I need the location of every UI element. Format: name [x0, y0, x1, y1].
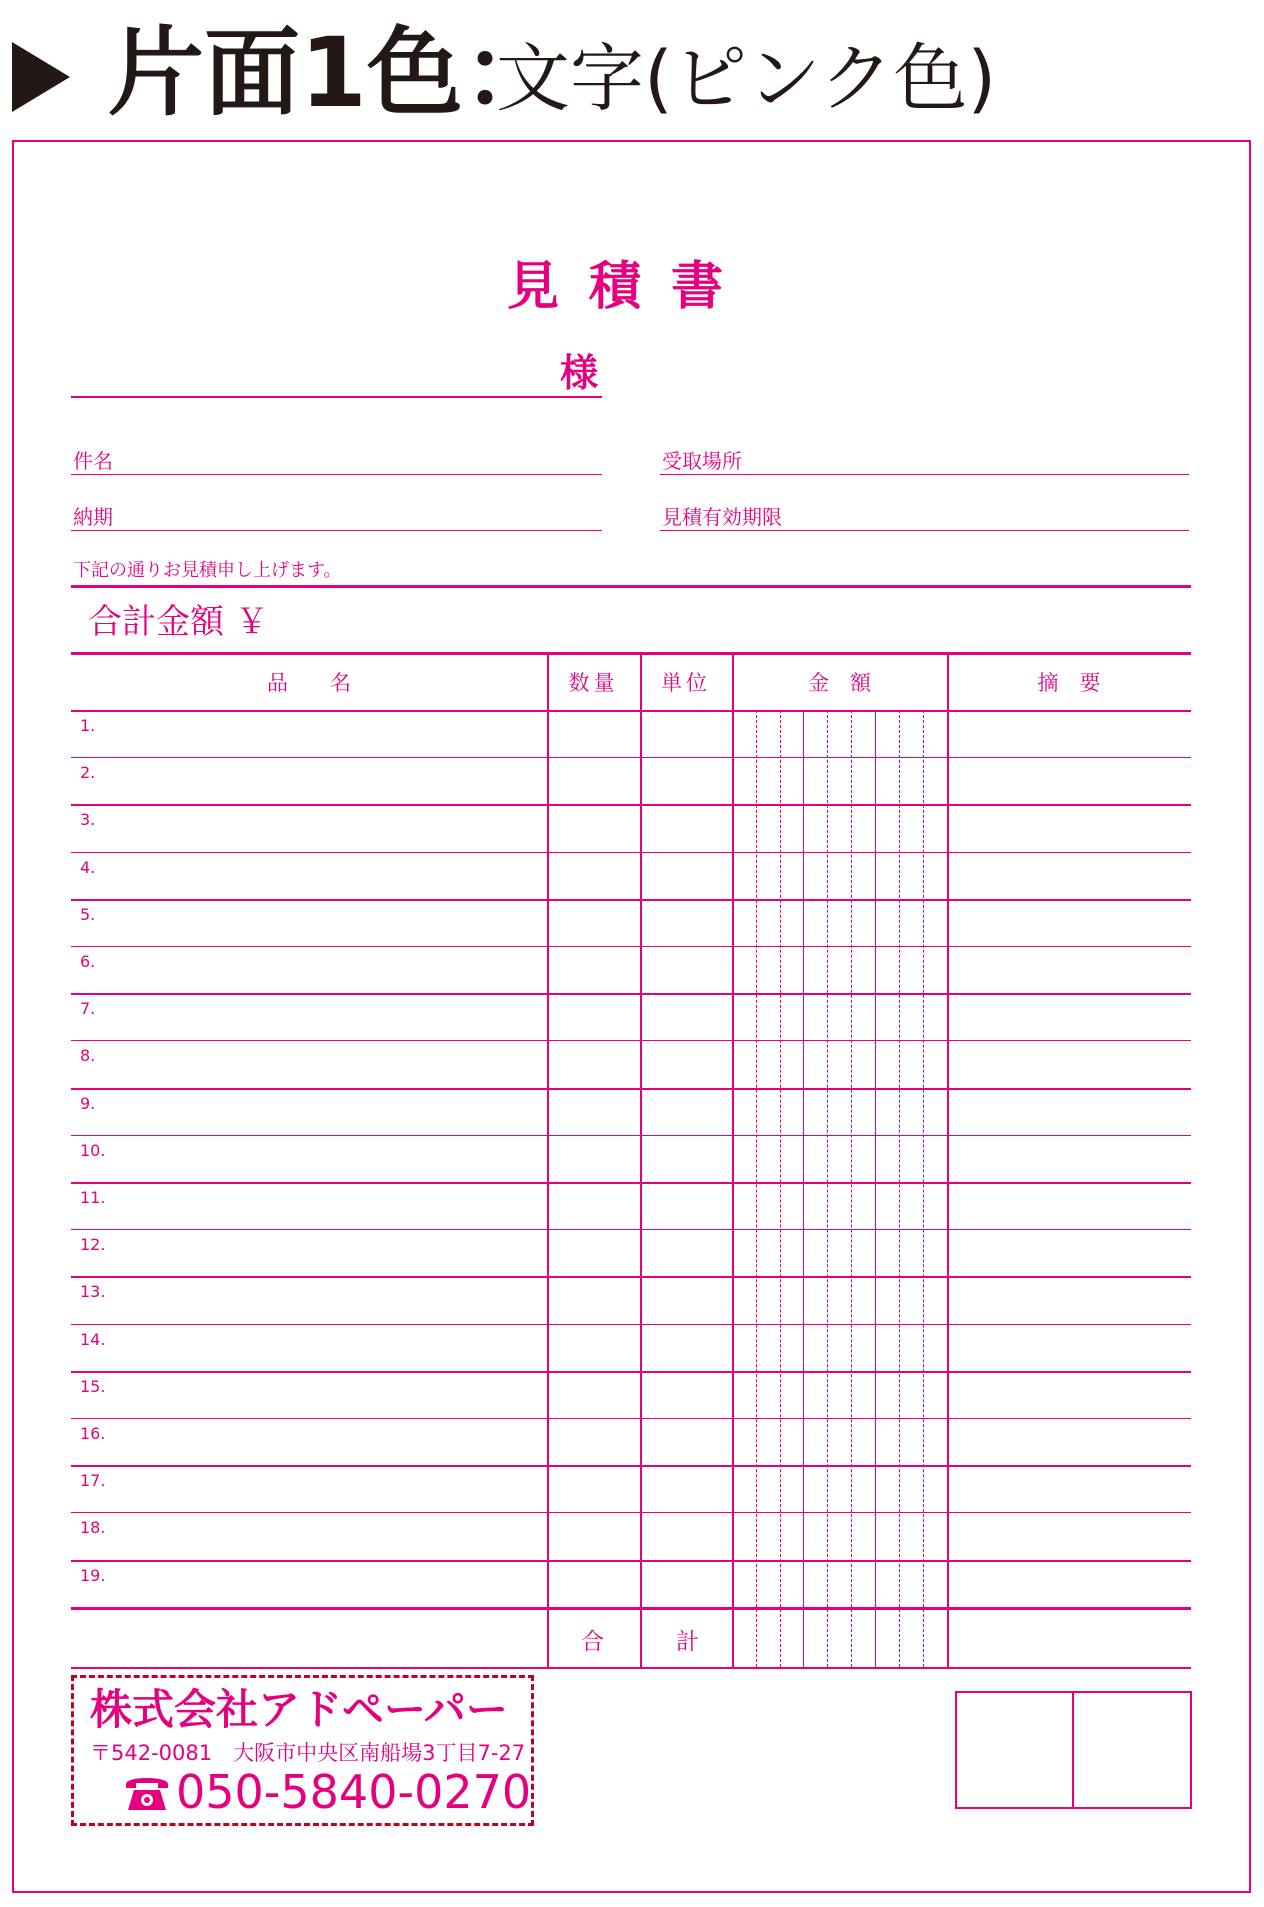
- table-row-line: [71, 1512, 1191, 1513]
- row-number: 1.: [80, 716, 96, 735]
- table-row-line: [71, 946, 1191, 947]
- col-header-item-name: 品 名: [267, 671, 351, 695]
- approval-box-divider: [1072, 1691, 1074, 1809]
- addressee-line[interactable]: [71, 396, 602, 398]
- table-row-line: [71, 804, 1191, 806]
- amount-digit-line: [803, 710, 804, 1667]
- row-number: 5.: [80, 905, 96, 924]
- table-row-line: [71, 1040, 1191, 1041]
- row-number: 17.: [80, 1471, 106, 1490]
- table-row-line: [71, 1182, 1191, 1184]
- amount-digit-line: [756, 710, 757, 1667]
- col-header-unit: 単位: [661, 671, 711, 695]
- amount-digit-line: [899, 710, 900, 1667]
- footer-total-left: 合: [581, 1629, 604, 1655]
- row-number: 19.: [80, 1566, 106, 1585]
- table-top-line: [71, 652, 1191, 655]
- table-body-bottom-line: [71, 1607, 1191, 1610]
- table-row-line: [71, 899, 1191, 901]
- table-row-line: [71, 1229, 1191, 1230]
- col-header-quantity: 数量: [568, 671, 619, 695]
- header-title-sub: 文字(ピンク色): [496, 36, 997, 122]
- table-header-bottom-line: [71, 710, 1191, 712]
- amount-digit-line: [875, 710, 876, 1667]
- table-row-line: [71, 993, 1191, 995]
- estimate-form-frame: [12, 140, 1251, 1893]
- col-header-amount: 金 額: [808, 671, 871, 695]
- table-row-line: [71, 1088, 1191, 1090]
- row-number: 6.: [80, 952, 96, 971]
- row-number: 12.: [80, 1235, 106, 1254]
- validity-line[interactable]: [660, 530, 1189, 531]
- amount-digit-line: [780, 710, 781, 1667]
- row-number: 2.: [80, 763, 96, 782]
- delivery-date-label: 納期: [73, 505, 113, 529]
- row-number: 8.: [80, 1046, 96, 1065]
- delivery-place-line[interactable]: [660, 474, 1189, 475]
- col-header-remarks: 摘 要: [1037, 671, 1101, 695]
- footer-total-right: 計: [676, 1629, 699, 1655]
- row-number: 14.: [80, 1330, 106, 1349]
- company-address: 〒542-0081 大阪市中央区南船場3丁目7-27: [90, 1741, 526, 1765]
- row-number: 16.: [80, 1424, 106, 1443]
- table-row-line: [71, 757, 1191, 758]
- row-number: 10.: [80, 1141, 106, 1160]
- row-number: 4.: [80, 858, 96, 877]
- table-row-line: [71, 1418, 1191, 1419]
- table-column-line: [947, 652, 949, 1667]
- header-title-main: 片面1色：: [108, 17, 559, 129]
- delivery-place-label: 受取場所: [662, 449, 742, 473]
- amount-digit-line: [827, 710, 828, 1667]
- row-number: 9.: [80, 1094, 96, 1113]
- table-row-line: [71, 1276, 1191, 1278]
- table-row-line: [71, 1465, 1191, 1467]
- subject-line[interactable]: [71, 474, 602, 475]
- honorific-label: 様: [560, 351, 599, 395]
- company-name: 株式会社アドペーパー: [90, 1685, 508, 1734]
- play-triangle-icon: [12, 42, 70, 112]
- table-footer-bottom-line: [71, 1667, 1191, 1669]
- subject-label: 件名: [73, 449, 113, 473]
- table-column-line: [640, 652, 642, 1667]
- table-row-line: [71, 852, 1191, 853]
- validity-label: 見積有効期限: [662, 505, 782, 529]
- total-top-line: [71, 585, 1191, 588]
- table-row-line: [71, 1135, 1191, 1136]
- table-column-line: [547, 652, 549, 1667]
- row-number: 18.: [80, 1518, 106, 1537]
- company-phone: 050-5840-0270: [176, 1765, 532, 1819]
- form-title: 見積書: [506, 257, 753, 317]
- intro-text: 下記の通りお見積申し上げます。: [73, 560, 342, 581]
- row-number: 7.: [80, 999, 96, 1018]
- delivery-date-line[interactable]: [71, 530, 602, 531]
- amount-digit-line: [923, 710, 924, 1667]
- row-number: 15.: [80, 1377, 106, 1396]
- telephone-icon: [122, 1770, 172, 1814]
- table-row-line: [71, 1371, 1191, 1373]
- row-number: 11.: [80, 1188, 106, 1207]
- table-row-line: [71, 1324, 1191, 1325]
- table-column-line: [732, 652, 734, 1667]
- row-number: 13.: [80, 1282, 106, 1301]
- total-amount-label: 合計金額 ￥: [88, 602, 269, 642]
- row-number: 3.: [80, 810, 96, 829]
- amount-digit-line: [851, 710, 852, 1667]
- table-row-line: [71, 1560, 1191, 1562]
